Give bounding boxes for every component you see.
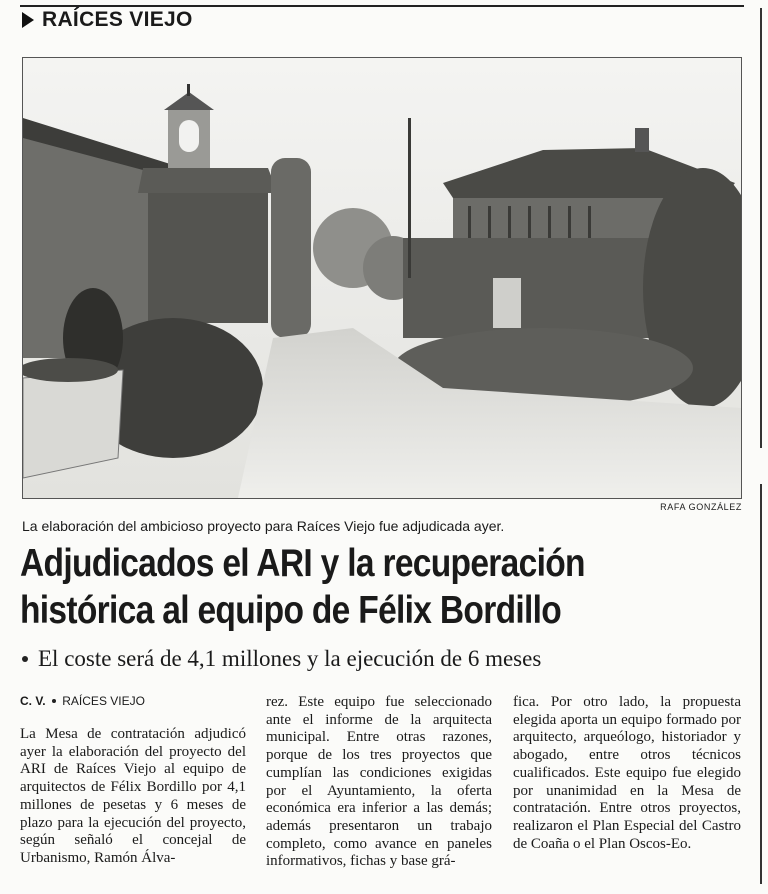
byline-author: C. V. [20,694,46,708]
byline [20,694,145,708]
subheadline-text: El coste será de 4,1 millones y la ejecución de 6 meses [38,646,542,671]
photo-credit: RAFA GONZÁLEZ [660,502,742,512]
column-divider [760,484,762,884]
article-photo [22,57,742,499]
body-text: fica. Por otro lado, la propuesta elegida aporta un equipo formado por arquitecto, arqueólogo, historiador y abogado, entre otros técnicos cualificados. Este equipo fue elegido por unanimidad en la Mesa de contratación. Entre otros proyectos, realizaron el Plan Especial del Castro de Coaña o el Plan Oscos-Eo. [513,694,741,852]
photo-caption: La elaboración del ambicioso proyecto para Raíces Viejo fue adjudicada ayer. [22,518,505,534]
body-column-1 [20,726,246,868]
body-column-2 [266,694,492,871]
village-photo-illustration [23,58,741,498]
headline-line: histórica al equipo de Félix Bordillo [20,589,562,632]
body-column-3 [513,694,741,853]
column-divider [760,8,762,448]
headline-line: Adjudicados el ARI y la recuperación [20,542,585,585]
play-arrow-icon [22,12,34,28]
section-header [22,8,193,32]
body-text: La Mesa de contratación adjudicó ayer la elaboración del proyecto del ARI de Raíces Viejo al equipo de arquitectos de Félix Bordillo por 4,1 millones de pesetas y 6 meses de plazo para la ejecución del proyecto, según señaló el concejal de Urbanismo, Ramón Álva- [20,726,246,866]
section-label: RAÍCES VIEJO [42,8,193,31]
top-rule [20,5,744,7]
bullet-icon [22,656,28,662]
headline [20,540,648,634]
bullet-icon [52,699,56,703]
byline-place: RAÍCES VIEJO [62,694,145,708]
body-text: rez. Este equipo fue seleccionado ante el informe de la arquitecta municipal. Entre otras razones, porque de los tres proyectos que cumplían las condiciones exigidas por el Ayuntamiento, la oferta económica era inferior a las demás; además presentaron un trabajo completo, como avance en paneles informativos, fichas y base grá- [266,694,492,870]
subheadline [22,646,541,672]
